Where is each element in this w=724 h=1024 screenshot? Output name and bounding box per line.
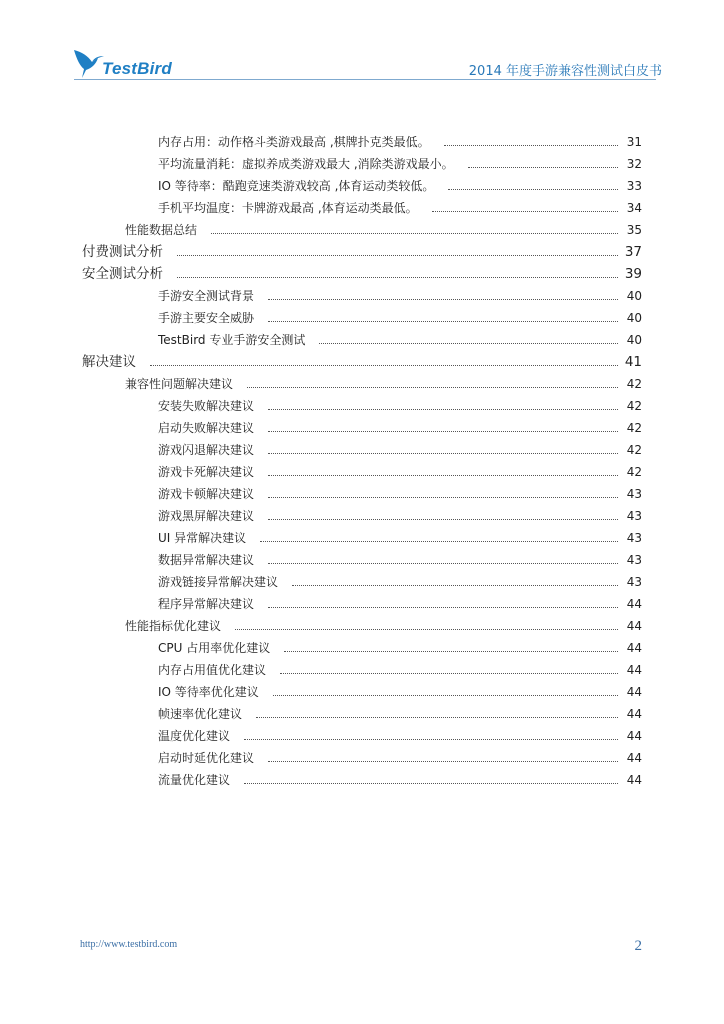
toc-dot-leader [244,783,618,784]
toc-entry[interactable] [158,768,642,788]
toc-entry-page: 44 [626,663,642,677]
toc-entry-page: 40 [626,333,642,347]
toc-entry-title: 启动失败解决建议 [158,421,255,435]
toc-entry-page: 35 [626,223,642,237]
toc-entry[interactable] [158,658,642,678]
toc-entry[interactable] [158,746,642,766]
toc-entry[interactable] [158,548,642,568]
toc-entry-title: 手游安全测试背景 [158,289,255,303]
toc-dot-leader [292,585,618,586]
toc-entry-title: 启动时延优化建议 [158,751,255,765]
toc-entry-title: 游戏闪退解决建议 [158,443,255,457]
toc-entry-title: TestBird 专业手游安全测试 [158,333,306,347]
toc-entry-title: 解决建议 [82,354,136,370]
toc-entry-title: 内存占用值优化建议 [158,663,267,677]
toc-entry-title: 游戏卡顿解决建议 [158,487,255,501]
toc-dot-leader [268,607,618,608]
toc-entry-page: 44 [626,641,642,655]
footer-page-number: 2 [634,938,642,954]
toc-entry-title: 温度优化建议 [158,729,231,743]
toc-dot-leader [268,409,618,410]
toc-dot-leader [268,519,618,520]
toc-dot-leader [319,343,618,344]
toc-entry[interactable] [158,196,642,216]
toc-entry-title: 数据异常解决建议 [158,553,255,567]
toc-dot-leader [268,299,618,300]
toc-entry-title: 内存占用：动作格斗类游戏最高 ,棋牌扑克类最低。 [158,135,430,149]
toc-entry-page: 43 [626,487,642,501]
toc-entry-page: 37 [624,244,642,260]
toc-dot-leader [268,563,618,564]
toc-dot-leader [268,475,618,476]
toc-entry-title: 游戏卡死解决建议 [158,465,255,479]
toc-entry[interactable] [158,636,642,656]
toc-entry[interactable] [158,394,642,414]
toc-entry[interactable] [158,592,642,612]
toc-entry-page: 40 [626,311,642,325]
toc-entry-page: 44 [626,707,642,721]
toc-entry-title: IO 等待率优化建议 [158,685,259,699]
toc-entry[interactable] [82,262,642,282]
toc-entry-title: 性能数据总结 [125,223,198,237]
toc-entry[interactable] [158,152,642,172]
toc-entry-title: 付费测试分析 [82,244,163,260]
toc-entry-title: 兼容性问题解决建议 [125,377,234,391]
toc-entry-title: 流量优化建议 [158,773,231,787]
toc-dot-leader [268,497,618,498]
toc-entry[interactable] [158,174,642,194]
toc-dot-leader [444,145,618,146]
toc-entry[interactable] [158,504,642,524]
toc-entry-page: 42 [626,421,642,435]
toc-entry[interactable] [158,130,642,150]
toc-entry-title: 程序异常解决建议 [158,597,255,611]
toc-entry-page: 44 [626,619,642,633]
footer-url[interactable]: http://www.testbird.com [80,939,178,950]
testbird-logo [72,44,172,80]
toc-dot-leader [150,365,618,366]
toc-entry-page: 42 [626,443,642,457]
toc-entry[interactable] [125,614,642,634]
toc-dot-leader [284,651,618,652]
page-header [0,0,724,85]
toc-entry-page: 41 [624,354,642,370]
toc-dot-leader [268,431,618,432]
toc-entry-page: 44 [626,751,642,765]
toc-entry-title: 性能指标优化建议 [125,619,222,633]
toc-entry-page: 43 [626,575,642,589]
toc-dot-leader [448,189,618,190]
toc-dot-leader [268,453,618,454]
toc-entry-title: 手游主要安全威胁 [158,311,255,325]
toc-dot-leader [268,761,618,762]
toc-dot-leader [211,233,618,234]
toc-entry-title: IO 等待率：酷跑竞速类游戏较高 ,体育运动类较低。 [158,179,435,193]
toc-entry-page: 34 [626,201,642,215]
toc-entry[interactable] [158,702,642,722]
toc-dot-leader [177,255,618,256]
toc-dot-leader [268,321,618,322]
toc-entry[interactable] [158,482,642,502]
toc-entry-page: 40 [626,289,642,303]
toc-entry-page: 32 [626,157,642,171]
toc-entry-title: 安装失败解决建议 [158,399,255,413]
toc-entry[interactable] [158,460,642,480]
toc-entry-page: 42 [626,465,642,479]
toc-dot-leader [273,695,618,696]
toc-entry-page: 43 [626,531,642,545]
toc-entry[interactable] [125,218,642,238]
toc-entry-page: 31 [626,135,642,149]
toc-entry[interactable] [125,372,642,392]
logo-text: TestBird [102,59,172,78]
toc-entry-title: UI 异常解决建议 [158,531,247,545]
toc-dot-leader [235,629,618,630]
toc-entry[interactable] [158,306,642,326]
toc-dot-leader [244,739,618,740]
toc-entry-page: 42 [626,399,642,413]
toc-entry[interactable] [82,240,642,260]
toc-entry-page: 44 [626,685,642,699]
document-title: 2014 年度手游兼容性测试白皮书 [468,64,662,79]
toc-entry-title: 游戏链接异常解决建议 [158,575,279,589]
toc-entry-page: 44 [626,773,642,787]
toc-entry[interactable] [82,350,642,370]
toc-entry-title: 平均流量消耗：虚拟养成类游戏最大 ,消除类游戏最小。 [158,157,454,171]
toc-entry-title: 安全测试分析 [82,266,163,282]
toc-dot-leader [256,717,618,718]
toc-entry[interactable] [158,680,642,700]
toc-entry[interactable] [158,328,642,348]
toc-entry-page: 44 [626,597,642,611]
toc-dot-leader [432,211,618,212]
toc-entry[interactable] [158,526,642,546]
toc-dot-leader [177,277,618,278]
toc-entry[interactable] [158,570,642,590]
toc-entry[interactable] [158,416,642,436]
toc-entry-title: CPU 占用率优化建议 [158,641,271,655]
toc-entry-title: 帧速率优化建议 [158,707,243,721]
toc-entry-page: 33 [626,179,642,193]
toc-dot-leader [280,673,618,674]
toc-entry-page: 43 [626,509,642,523]
toc-entry[interactable] [158,724,642,744]
header-divider [74,79,656,80]
toc-entry-page: 43 [626,553,642,567]
toc-entry[interactable] [158,438,642,458]
toc-entry-page: 42 [626,377,642,391]
toc-dot-leader [247,387,618,388]
toc-dot-leader [468,167,618,168]
toc-entry-page: 44 [626,729,642,743]
toc-entry-title: 手机平均温度：卡牌游戏最高 ,体育运动类最低。 [158,201,418,215]
toc-entry-page: 39 [624,266,642,282]
toc-entry[interactable] [158,284,642,304]
toc-dot-leader [260,541,618,542]
toc-entry-title: 游戏黑屏解决建议 [158,509,255,523]
hummingbird-icon [72,44,106,80]
